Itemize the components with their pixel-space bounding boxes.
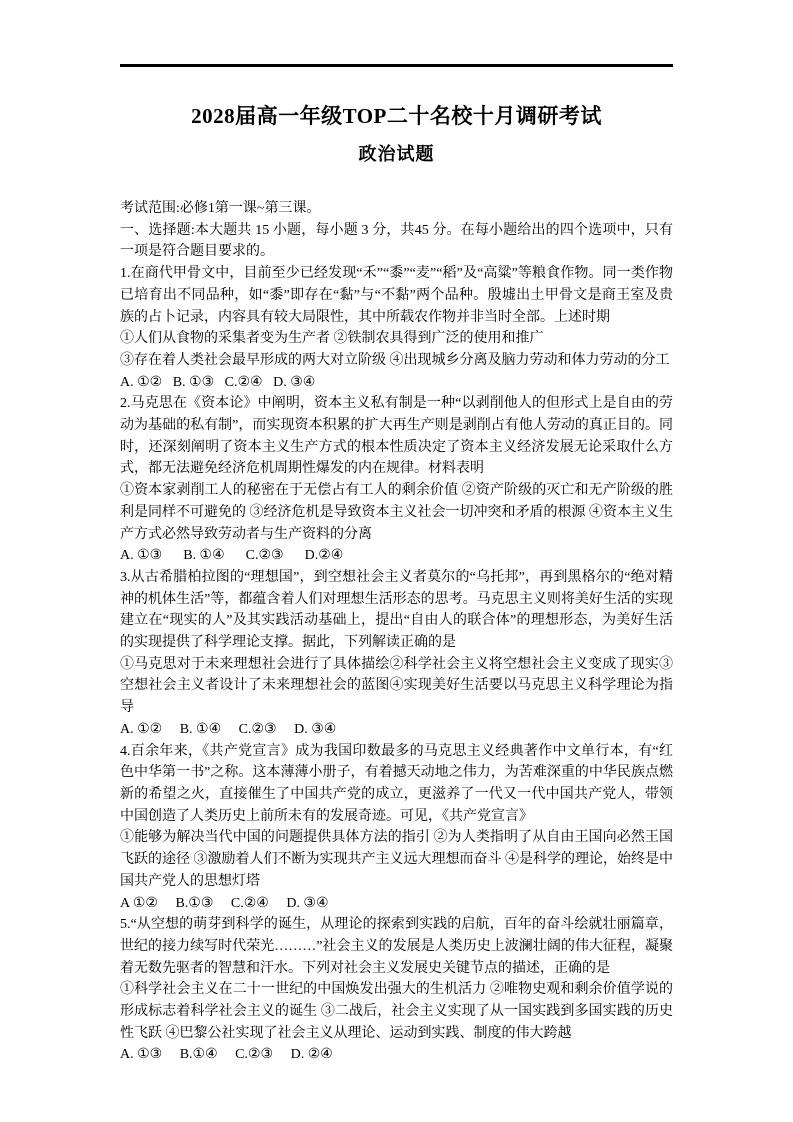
question-3 <box>120 567 673 741</box>
question-answer-choices: A ①② B.①③ C.②④ D. ③④ <box>120 895 329 911</box>
question-options: ①能够为解决当代中国的问题提供具体方法的指引 ②为人类指明了从自由王国向必然王国飞跃的途径 ③激励着人们不断为实现共产主义远大理想而奋斗 ④是科学的理论，始终是中国共产党人的思想灯塔 <box>120 830 673 889</box>
exam-subject-title: 政治试题 <box>358 144 435 164</box>
question-stem: 2.马克思在《资本论》中阐明，资本主义私有制是一种“以剥削他人的但形式上是自由的劳动为基础的私有制”，而实现资本积累的扩大再生产则是剥削占有他人劳动的真正目的。同时，还深刻阐明了资本主义生产方式的根本性质决定了资本主义经济发展无论采取什么方式，都无法避免经济危机周期性爆发的内在规律。材料表明 <box>120 396 673 477</box>
exam-title: 2028届高一年级TOP二十名校十月调研考试 <box>191 104 602 128</box>
question-options: ①人们从食物的采集者变为生产者 ②铁制农具得到广泛的使用和推广 <box>120 331 544 347</box>
header-rule <box>120 64 673 67</box>
question-4 <box>120 741 673 915</box>
question-stem: 1.在商代甲骨文中，目前至少已经发现“禾”“黍”“麦”“稻”及“高粱”等粮食作物。同一类作物已培育出不同品种，如“黍”即存在“黏”与“不黏”两个品种。殷墟出土甲骨文是商王室及贵族的占卜记录，内容具有较大局限性，其中所载农作物并非当时全部。上述时期 <box>120 266 673 325</box>
question-stem: 5.“从空想的萌芽到科学的诞生，从理论的探索到实践的启航，百年的奋斗绘就壮丽篇章，世纪的接力续写时代荣光………”社会主义的发展是人类历史上波澜壮阔的伟大征程，凝聚着无数先驱者的智慧和汗水。下列对社会主义发展史关键节点的描述，正确的是 <box>120 917 673 976</box>
question-stem: 3.从古希腊柏拉图的“理想国”，到空想社会主义者莫尔的“乌托邦”，再到黑格尔的“绝对精神的机体生活”等，都蕴含着人们对理想生活形态的思考。马克思主义则将美好生活的实现建立在“现实的人”及其实践活动基础上，提出“自由人的联合体”的理想形态，为美好生活的实现提供了科学理论支撑。据此，下列解读正确的是 <box>120 569 673 651</box>
section-instructions: 一、选择题:本大题共 15 小题，每小题 3 分，共45 分。在每小题给出的四个选项中，只有一项是符合题目要求的。 <box>120 222 673 260</box>
question-5 <box>120 914 673 1066</box>
question-answer-choices: A. ①② B. ①③ C.②④ D. ③④ <box>120 374 316 390</box>
question-answer-choices: A. ①③ B. ①④ C.②③ D.②④ <box>120 548 344 564</box>
question-options: ①科学社会主义在二十一世纪的中国焕发出强大的生机活力 ②唯物史观和剩余价值学说的形成标志着科学社会主义的诞生 ③二战后，社会主义实现了从一国实践到多国实践的历史性飞跃 ④巴黎公社实现了社会主义从理论、运动到实践、制度的伟大跨越 <box>120 982 673 1041</box>
question-options: ①资本家剥削工人的秘密在于无偿占有工人的剩余价值 ②资产阶级的灭亡和无产阶级的胜利是同样不可避免的 ③经济危机是导致资本主义社会一切冲突和矛盾的根源 ④资本主义生产方式必然导致劳动者与生产资料的分离 <box>120 483 673 542</box>
question-2 <box>120 393 673 567</box>
question-1 <box>120 263 673 393</box>
question-stem: 4.百余年来，《共产党宣言》成为我国印数最多的马克思主义经典著作中文单行本，有“红色中华第一书”之称。这本薄薄小册子，有着撼天动地之伟力，为苦难深重的中华民族点燃新的希望之火，直接催生了中国共产党的成立，更滋养了一代又一代中国共产党人，带领中国创造了人类历史上前所未有的发展奇迹。可见，《共产党宣言》 <box>120 743 673 824</box>
question-options: ③存在着人类社会最早形成的两大对立阶级 ④出现城乡分离及脑力劳动和体力劳动的分工 <box>120 352 670 368</box>
question-options: ①马克思对于未来理想社会进行了具体描绘②科学社会主义将空想社会主义变成了现实③空想社会主义者设计了未来理想社会的蓝图④实现美好生活要以马克思主义科学理论为指导 <box>120 656 673 716</box>
exam-scope: 考试范围:必修1第一课~第三课。 <box>120 201 321 216</box>
question-answer-choices: A. ①② B. ①④ C.②③ D. ③④ <box>120 721 337 737</box>
question-answer-choices: A. ①③ B.①④ C.②③ D. ②④ <box>120 1047 333 1063</box>
exam-body <box>120 198 673 1066</box>
